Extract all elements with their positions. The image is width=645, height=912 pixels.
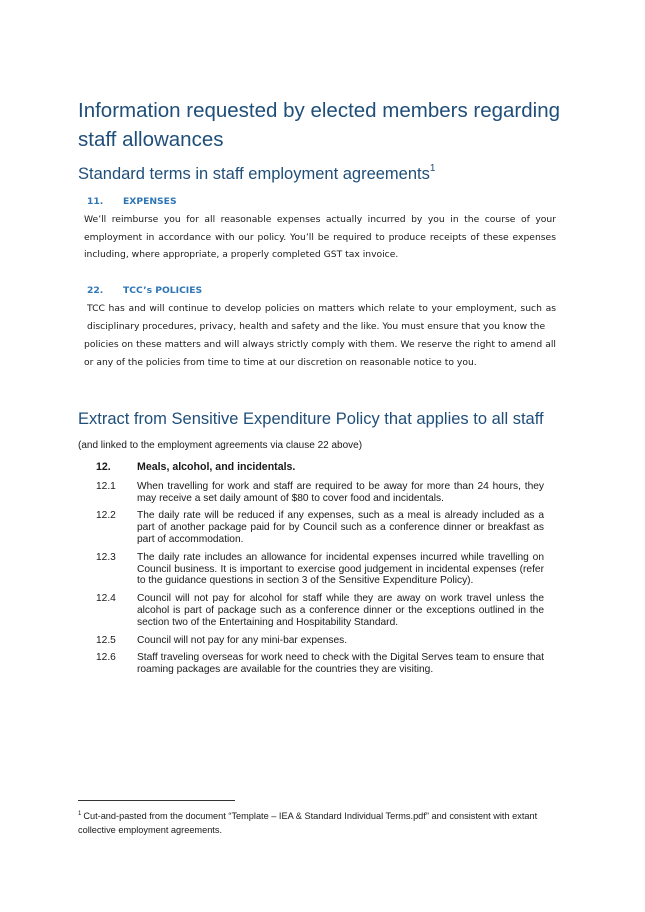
- section-note: (and linked to the employment agreements via clause 22 above): [78, 440, 363, 451]
- clause-22-heading: [87, 285, 202, 296]
- item-number: 12.1: [96, 480, 116, 492]
- item-text: Council will not pay for alcohol for staff while they are away on work travel unless the alcohol is part of package such as a conference dinner or the exceptions outlined in the section two of the Entertaining and Hospitability Standard.: [137, 593, 544, 628]
- clause-title: TCC’s POLICIES: [123, 285, 203, 296]
- clause-number: 11.: [87, 196, 104, 207]
- item-number: 12.5: [96, 634, 116, 646]
- policy-item: [96, 510, 544, 545]
- footnote-reference: 1: [429, 162, 436, 174]
- footnote-divider: [78, 800, 235, 801]
- clause-number: 22.: [87, 285, 104, 296]
- clause-title: EXPENSES: [123, 196, 177, 207]
- policy-number: 12.: [96, 461, 111, 473]
- policy-heading: [96, 462, 544, 474]
- clause-11-heading: [87, 196, 177, 207]
- policy-item: [96, 635, 544, 647]
- item-text: Council will not pay for any mini-bar expenses.: [137, 634, 348, 646]
- policy-item: [96, 652, 544, 676]
- item-number: 12.2: [96, 510, 116, 522]
- footnote: [78, 810, 558, 837]
- item-number: 12.3: [96, 551, 116, 563]
- item-text: Staff traveling overseas for work need to check with the Digital Serves team to ensure that roaming packages are available for the countries they are visiting.: [137, 652, 544, 676]
- policy-item: [96, 552, 544, 587]
- policy-title: Meals, alcohol, and incidentals.: [137, 461, 296, 473]
- item-number: 12.4: [96, 593, 116, 605]
- policy-item: [96, 481, 544, 505]
- clause-11-text: We’ll reimburse you for all reasonable expenses actually incurred by you in the course of your employment in accordance with our policy. You’ll be required to produce receipts of these expenses including, where appropriate, a properly completed GST tax invoice.: [84, 214, 556, 260]
- footnote-marker: 1: [78, 810, 82, 817]
- clause-22-text-part1: TCC has and will continue to develop policies on matters which relate to your employment, such as disciplinary procedures, privacy, health and safety and the like. You must ensure that you know the: [87, 303, 556, 332]
- section-heading-extract: Extract from Sensitive Expenditure Policy that applies to all staff: [78, 410, 544, 428]
- item-text: The daily rate includes an allowance for incidental expenses incurred while travelling on Council business. It is important to exercise good judgement in incidental expenses (refer to the guidance questions in section 3 of the Sensitive Expenditure Policy).: [137, 551, 544, 587]
- item-number: 12.6: [96, 652, 116, 664]
- policy-item: [96, 593, 544, 628]
- section-heading-standard-terms: [78, 163, 435, 185]
- page-title: Information requested by elected members regarding staff allowances: [78, 99, 561, 151]
- policy-extract: [96, 462, 544, 682]
- section-heading-text: Standard terms in staff employment agreements: [78, 165, 430, 183]
- item-text: The daily rate will be reduced if any expenses, such as a meal is already included as a part of another package paid for by Council such as a conference dinner or breakfast as part of accommodation.: [137, 510, 544, 545]
- footnote-text: Cut-and-pasted from the document “Template – IEA & Standard Individual Terms.pdf” and consistent with extant collective employment agreements.: [78, 811, 538, 835]
- item-text: When travelling for work and staff are required to be away for more than 24 hours, they may receive a set daily amount of $80 to cover food and incidentals.: [137, 480, 544, 504]
- clause-22-text-part2: policies on these matters and will always strictly comply with them. We reserve the right to amend all or any of the policies from time to time at our discretion on reasonable notice to you.: [84, 339, 556, 368]
